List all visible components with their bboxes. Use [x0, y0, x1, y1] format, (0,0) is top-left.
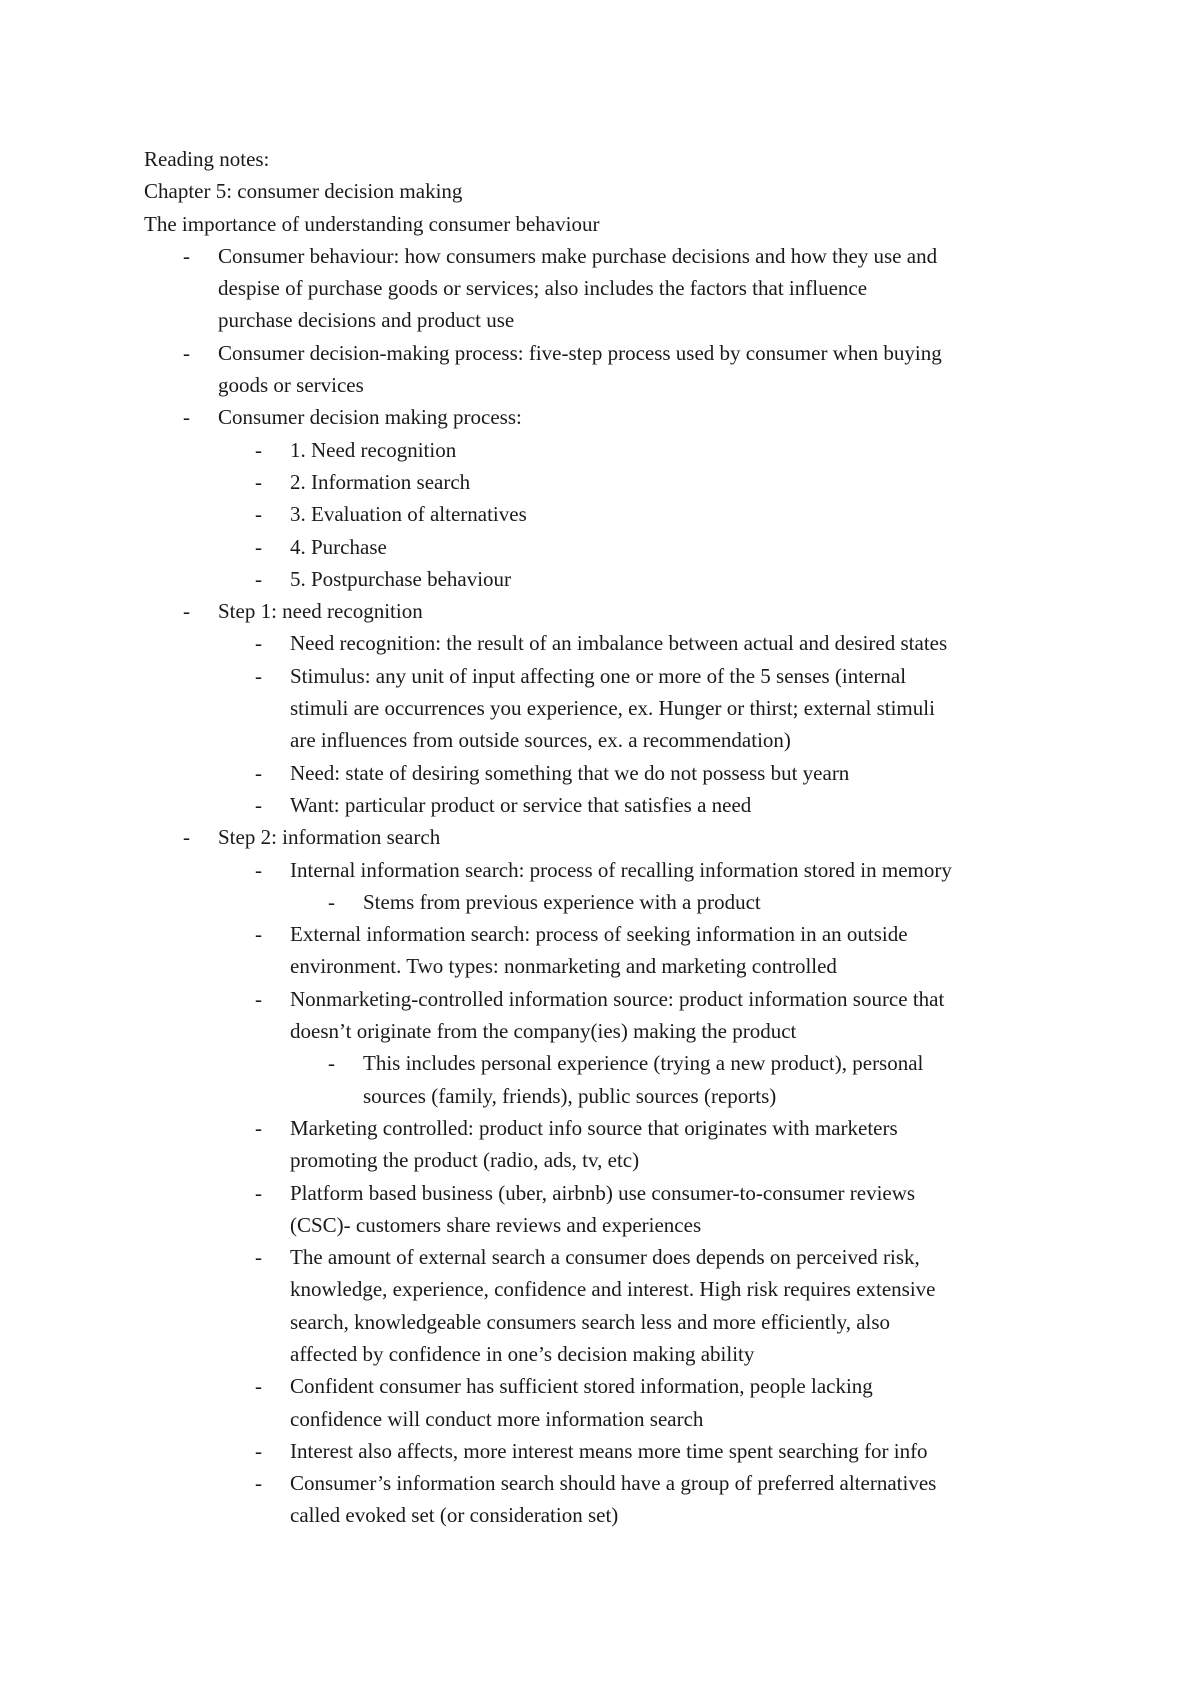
list-item [144, 337, 1064, 402]
list-item-text: Stimulus: any unit of input affecting one or more of the 5 senses (internal [290, 663, 907, 688]
list-item-text: Need recognition: the result of an imbalance between actual and desired states [290, 631, 948, 656]
list-item-text: despise of purchase goods or services; also includes the factors that influence [218, 276, 868, 301]
list-item-text: purchase decisions and product use [218, 308, 515, 333]
list-item-text: Confident consumer has sufficient stored information, people lacking [290, 1374, 873, 1399]
bullet-dash: - [255, 1245, 262, 1270]
list-item-text: Platform based business (uber, airbnb) use consumer-to-consumer reviews [290, 1180, 916, 1205]
bullet-dash: - [328, 889, 335, 914]
list-item [144, 1112, 1064, 1177]
bullet-dash: - [255, 1471, 262, 1496]
bullet-dash: - [183, 825, 190, 850]
list-item-text: Step 1: need recognition [218, 599, 423, 624]
list-item-text: The amount of external search a consumer does depends on perceived risk, [290, 1245, 920, 1270]
bullet-dash: - [255, 1438, 262, 1463]
list-item [144, 1435, 1064, 1467]
bullet-dash: - [255, 1115, 262, 1140]
bullet-dash: - [183, 599, 190, 624]
list-item-text: Marketing controlled: product info source that originates with marketers [290, 1115, 898, 1140]
bullet-dash: - [255, 663, 262, 688]
list-item [144, 1047, 1064, 1112]
list-item [144, 821, 1064, 853]
list-item-text: Consumer behaviour: how consumers make purchase decisions and how they use and [218, 243, 938, 268]
list-item-text: affected by confidence in one’s decision making ability [290, 1341, 755, 1366]
list-item-text: knowledge, experience, confidence and interest. High risk requires extensive [290, 1277, 936, 1302]
list-item [144, 627, 1064, 659]
section-heading: The importance of understanding consumer behaviour [144, 211, 600, 236]
bullet-dash: - [255, 1180, 262, 1205]
list-item [144, 434, 1064, 466]
list-item-text: sources (family, friends), public sources (reports) [363, 1083, 777, 1108]
list-item-text: Consumer decision making process: [218, 405, 522, 430]
bullet-dash: - [255, 760, 262, 785]
bullet-dash: - [255, 566, 262, 591]
list-item-text: search, knowledgeable consumers search less and more efficiently, also [290, 1309, 891, 1334]
list-item [144, 757, 1064, 789]
bullet-dash: - [255, 502, 262, 527]
bullet-dash: - [255, 534, 262, 559]
chapter-title: Chapter 5: consumer decision making [144, 179, 463, 204]
bullet-dash: - [328, 1051, 335, 1076]
list-item-text: doesn’t originate from the company(ies) making the product [290, 1019, 797, 1044]
list-item [144, 595, 1064, 627]
list-item-text: stimuli are occurrences you experience, ex. Hunger or thirst; external stimuli [290, 696, 935, 721]
list-item-text: Nonmarketing-controlled information source: product information source that [290, 986, 945, 1011]
list-item [144, 240, 1064, 337]
list-item-text: Interest also affects, more interest means more time spent searching for info [290, 1438, 928, 1463]
list-item [144, 1370, 1064, 1435]
list-item [144, 983, 1064, 1048]
notes-title: Reading notes: [144, 147, 270, 171]
list-item-text: Step 2: information search [218, 825, 441, 850]
list-item-text: 3. Evaluation of alternatives [290, 502, 527, 527]
list-item-text: are influences from outside sources, ex. a recommendation) [290, 728, 791, 753]
list-item [144, 660, 1064, 757]
list-item [144, 531, 1064, 563]
list-item-text: called evoked set (or consideration set) [290, 1503, 619, 1528]
list-item [144, 918, 1064, 983]
list-item [144, 466, 1064, 498]
list-item-text: 4. Purchase [290, 534, 387, 559]
list-item [144, 498, 1064, 530]
list-item [144, 1467, 1064, 1532]
list-item-text: goods or services [218, 373, 364, 398]
list-item-text: This includes personal experience (trying a new product), personal [363, 1051, 924, 1076]
list-item [144, 789, 1064, 821]
list-item [144, 886, 1064, 918]
list-item [144, 1241, 1064, 1370]
bullet-dash: - [183, 340, 190, 365]
list-item-text: environment. Two types: nonmarketing and marketing controlled [290, 954, 837, 979]
bullet-dash: - [255, 631, 262, 656]
notes-content [144, 143, 1064, 1532]
bullet-dash: - [255, 857, 262, 882]
list-item-text: Stems from previous experience with a product [363, 889, 761, 914]
bullet-dash: - [183, 405, 190, 430]
list-item-text: Internal information search: process of recalling information stored in memory [290, 857, 952, 882]
bullet-dash: - [255, 469, 262, 494]
list-item-text: 1. Need recognition [290, 437, 457, 462]
bullet-dash: - [255, 922, 262, 947]
list-item [144, 563, 1064, 595]
list-item-text: (CSC)- customers share reviews and experiences [290, 1212, 702, 1237]
bullet-dash: - [183, 243, 190, 268]
bullet-dash: - [255, 986, 262, 1011]
list-item [144, 1177, 1064, 1242]
list-item-text: Need: state of desiring something that we do not possess but yearn [290, 760, 850, 785]
list-item-text: Consumer decision-making process: five-step process used by consumer when buying [218, 340, 942, 365]
list-item-text: 5. Postpurchase behaviour [290, 566, 512, 591]
list-item-text: Consumer’s information search should have a group of preferred alternatives [290, 1471, 937, 1496]
list-item-text: Want: particular product or service that satisfies a need [290, 792, 752, 817]
bullet-list [144, 240, 1064, 1532]
bullet-dash: - [255, 437, 262, 462]
bullet-dash: - [255, 1374, 262, 1399]
list-item-text: 2. Information search [290, 469, 471, 494]
list-item-text: confidence will conduct more information search [290, 1406, 704, 1431]
list-item [144, 401, 1064, 433]
bullet-dash: - [255, 792, 262, 817]
list-item-text: promoting the product (radio, ads, tv, etc) [290, 1148, 640, 1173]
list-item [144, 854, 1064, 886]
list-item-text: External information search: process of seeking information in an outside [290, 922, 908, 947]
